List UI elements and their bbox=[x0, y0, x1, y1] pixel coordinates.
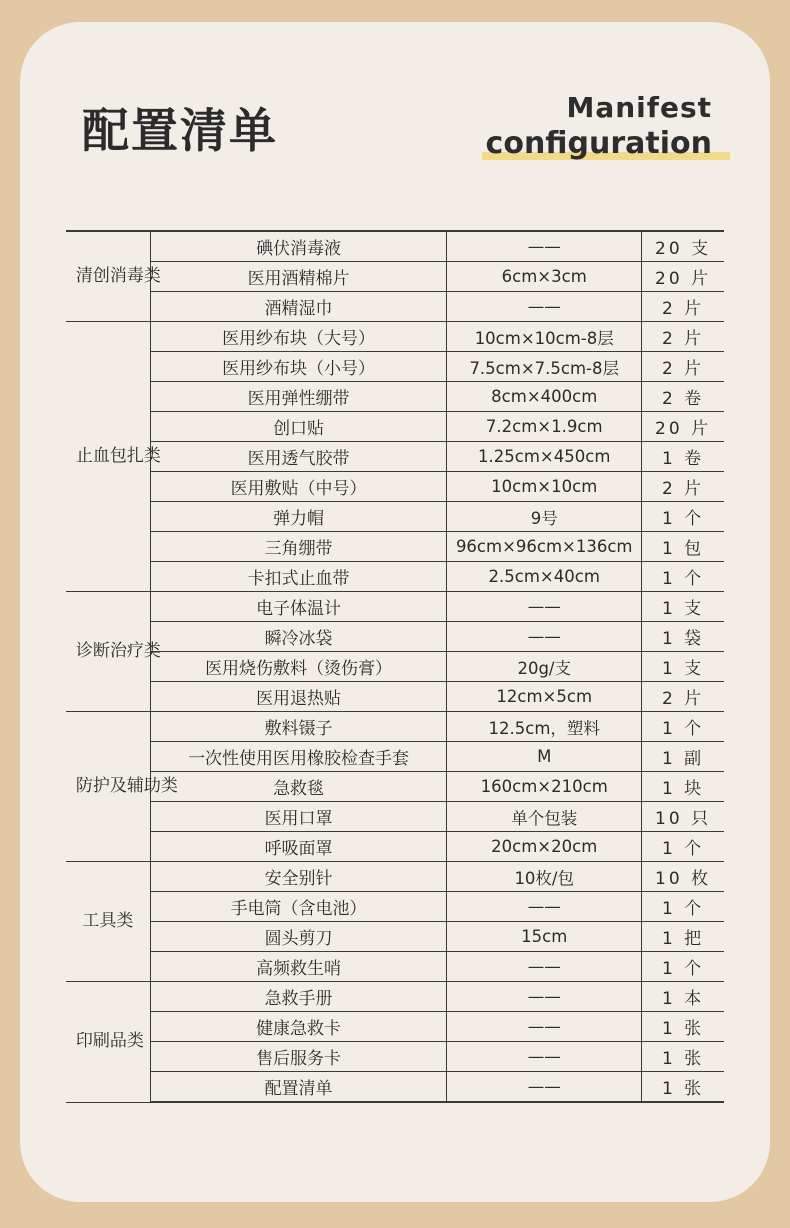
item-name-cell: 急救手册 bbox=[150, 982, 446, 1012]
item-name-cell: 售后服务卡 bbox=[150, 1042, 446, 1072]
item-spec-cell: 10cm×10cm-8层 bbox=[447, 322, 642, 352]
category-cell bbox=[66, 862, 150, 982]
item-name-cell: 医用纱布块（大号） bbox=[150, 322, 446, 352]
item-name-cell: 手电筒（含电池） bbox=[150, 892, 446, 922]
item-spec-cell: —— bbox=[447, 622, 642, 652]
item-qty-cell: 1 副 bbox=[642, 742, 724, 772]
item-name-cell: 三角绷带 bbox=[150, 532, 446, 562]
item-qty-cell: 1 个 bbox=[642, 892, 724, 922]
item-spec-cell: —— bbox=[447, 1042, 642, 1072]
item-spec-cell: —— bbox=[447, 1072, 642, 1103]
item-spec-cell: —— bbox=[447, 1012, 642, 1042]
table-row bbox=[66, 502, 724, 532]
item-spec-cell: —— bbox=[447, 292, 642, 322]
table-row bbox=[66, 1072, 724, 1103]
item-qty-cell: 1 张 bbox=[642, 1012, 724, 1042]
item-qty-cell: 20 片 bbox=[642, 262, 724, 292]
item-name-cell: 医用敷贴（中号） bbox=[150, 472, 446, 502]
item-qty-cell: 1 支 bbox=[642, 592, 724, 622]
item-spec-cell: 12cm×5cm bbox=[447, 682, 642, 712]
manifest-table-body bbox=[66, 231, 724, 1102]
item-spec-cell: M bbox=[447, 742, 642, 772]
table-row bbox=[66, 382, 724, 412]
table-row bbox=[66, 412, 724, 442]
category-cell bbox=[66, 712, 178, 862]
item-name-cell: 酒精湿巾 bbox=[150, 292, 446, 322]
item-name-cell: 安全别针 bbox=[150, 862, 446, 892]
category-cell bbox=[66, 231, 161, 322]
table-row bbox=[66, 352, 724, 382]
english-title bbox=[486, 90, 712, 162]
item-spec-cell: 15cm bbox=[447, 922, 642, 952]
category-label: 清创消毒类 bbox=[75, 266, 161, 286]
item-spec-cell: 6cm×3cm bbox=[447, 262, 642, 292]
item-spec-cell: 160cm×210cm bbox=[447, 772, 642, 802]
item-qty-cell: 1 把 bbox=[642, 922, 724, 952]
table-row bbox=[66, 262, 724, 292]
item-name-cell: 卡扣式止血带 bbox=[150, 562, 446, 592]
item-qty-cell: 1 支 bbox=[642, 652, 724, 682]
item-spec-cell: 9号 bbox=[447, 502, 642, 532]
item-spec-cell: —— bbox=[447, 592, 642, 622]
item-name-cell: 医用酒精棉片 bbox=[150, 262, 446, 292]
table-row bbox=[66, 832, 724, 862]
item-spec-cell: —— bbox=[447, 952, 642, 982]
item-name-cell: 创口贴 bbox=[150, 412, 446, 442]
item-spec-cell: 20g/支 bbox=[447, 652, 642, 682]
item-qty-cell: 1 包 bbox=[642, 532, 724, 562]
item-name-cell: 高频救生哨 bbox=[150, 952, 446, 982]
item-name-cell: 健康急救卡 bbox=[150, 1012, 446, 1042]
item-name-cell: 电子体温计 bbox=[150, 592, 446, 622]
item-qty-cell: 2 卷 bbox=[642, 382, 724, 412]
item-spec-cell: 10枚/包 bbox=[447, 862, 642, 892]
item-spec-cell: 7.5cm×7.5cm-8层 bbox=[447, 352, 642, 382]
category-cell bbox=[66, 592, 161, 712]
table-row bbox=[66, 622, 724, 652]
item-spec-cell: 12.5cm，塑料 bbox=[447, 712, 642, 742]
table-row bbox=[66, 292, 724, 322]
english-title-line2 bbox=[486, 126, 712, 162]
item-name-cell: 敷料镊子 bbox=[150, 712, 446, 742]
item-qty-cell: 20 片 bbox=[642, 412, 724, 442]
table-row bbox=[66, 742, 724, 772]
category-label: 止血包扎类 bbox=[75, 446, 161, 466]
item-name-cell: 一次性使用医用橡胶检查手套 bbox=[150, 742, 446, 772]
table-row bbox=[66, 472, 724, 502]
item-name-cell: 医用口罩 bbox=[150, 802, 446, 832]
item-name-cell: 碘伏消毒液 bbox=[150, 231, 446, 262]
item-spec-cell: 单个包装 bbox=[447, 802, 642, 832]
english-title-line1: Manifest bbox=[566, 91, 712, 124]
item-qty-cell: 1 个 bbox=[642, 562, 724, 592]
item-name-cell: 医用纱布块（小号） bbox=[150, 352, 446, 382]
item-qty-cell: 1 卷 bbox=[642, 442, 724, 472]
category-label: 工具类 bbox=[82, 911, 134, 931]
table-row bbox=[66, 982, 724, 1012]
table-row bbox=[66, 442, 724, 472]
category-label: 诊断治疗类 bbox=[75, 641, 161, 661]
item-qty-cell: 2 片 bbox=[642, 322, 724, 352]
item-qty-cell: 2 片 bbox=[642, 292, 724, 322]
item-name-cell: 医用透气胶带 bbox=[150, 442, 446, 472]
item-spec-cell: 1.25cm×450cm bbox=[447, 442, 642, 472]
table-row bbox=[66, 712, 724, 742]
item-spec-cell: 10cm×10cm bbox=[447, 472, 642, 502]
table-row bbox=[66, 682, 724, 712]
item-spec-cell: 7.2cm×1.9cm bbox=[447, 412, 642, 442]
table-row bbox=[66, 562, 724, 592]
item-name-cell: 医用弹性绷带 bbox=[150, 382, 446, 412]
item-spec-cell: 8cm×400cm bbox=[447, 382, 642, 412]
category-label: 防护及辅助类 bbox=[75, 776, 178, 796]
item-qty-cell: 1 块 bbox=[642, 772, 724, 802]
table-row bbox=[66, 802, 724, 832]
item-qty-cell: 1 个 bbox=[642, 832, 724, 862]
item-qty-cell: 2 片 bbox=[642, 472, 724, 502]
item-qty-cell: 1 张 bbox=[642, 1042, 724, 1072]
table-row bbox=[66, 952, 724, 982]
item-qty-cell: 1 个 bbox=[642, 712, 724, 742]
table-row bbox=[66, 922, 724, 952]
table-row bbox=[66, 532, 724, 562]
page-title: 配置清单 bbox=[82, 104, 278, 159]
item-qty-cell: 1 个 bbox=[642, 952, 724, 982]
table-row bbox=[66, 1042, 724, 1072]
table-row bbox=[66, 892, 724, 922]
item-qty-cell: 2 片 bbox=[642, 352, 724, 382]
table-row bbox=[66, 652, 724, 682]
table-row bbox=[66, 592, 724, 622]
item-name-cell: 急救毯 bbox=[150, 772, 446, 802]
table-row bbox=[66, 862, 724, 892]
table-row bbox=[66, 231, 724, 262]
item-spec-cell: —— bbox=[447, 982, 642, 1012]
item-qty-cell: 10 枚 bbox=[642, 862, 724, 892]
item-name-cell: 瞬冷冰袋 bbox=[150, 622, 446, 652]
item-qty-cell: 1 袋 bbox=[642, 622, 724, 652]
item-spec-cell: 96cm×96cm×136cm bbox=[447, 532, 642, 562]
category-cell bbox=[66, 322, 161, 592]
item-name-cell: 配置清单 bbox=[150, 1072, 446, 1103]
category-label: 印刷品类 bbox=[75, 1031, 144, 1052]
item-spec-cell: —— bbox=[447, 892, 642, 922]
item-qty-cell: 1 个 bbox=[642, 502, 724, 532]
category-cell bbox=[66, 982, 150, 1103]
item-name-cell: 弹力帽 bbox=[150, 502, 446, 532]
item-qty-cell: 1 本 bbox=[642, 982, 724, 1012]
item-name-cell: 圆头剪刀 bbox=[150, 922, 446, 952]
item-qty-cell: 2 片 bbox=[642, 682, 724, 712]
item-spec-cell: 2.5cm×40cm bbox=[447, 562, 642, 592]
item-spec-cell: —— bbox=[447, 231, 642, 262]
item-qty-cell: 20 支 bbox=[642, 231, 724, 262]
english-title-line2-text: configuration bbox=[485, 126, 712, 161]
item-name-cell: 呼吸面罩 bbox=[150, 832, 446, 862]
manifest-table bbox=[66, 230, 724, 1103]
item-spec-cell: 20cm×20cm bbox=[447, 832, 642, 862]
table-row bbox=[66, 1012, 724, 1042]
table-row bbox=[66, 322, 724, 352]
item-name-cell: 医用烧伤敷料（烫伤膏） bbox=[150, 652, 446, 682]
item-qty-cell: 10 只 bbox=[642, 802, 724, 832]
item-qty-cell: 1 张 bbox=[642, 1072, 724, 1103]
item-name-cell: 医用退热贴 bbox=[150, 682, 446, 712]
